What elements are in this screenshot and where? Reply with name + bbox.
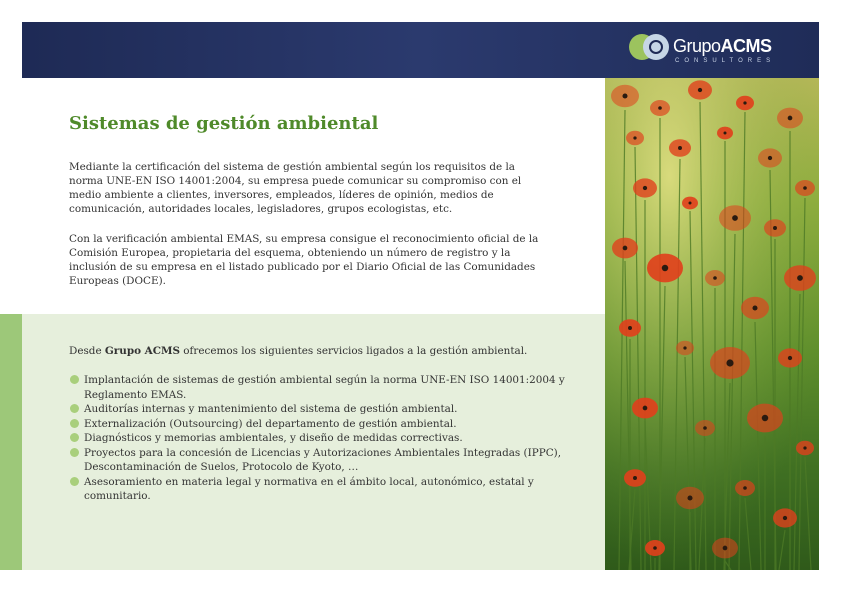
bullet-icon — [70, 448, 79, 457]
poppy-center-shape — [698, 88, 702, 92]
poppy-center-shape — [762, 415, 768, 421]
services-list — [69, 373, 569, 504]
list-item — [69, 373, 569, 402]
poppy-center-shape — [726, 359, 733, 366]
poppy-center-shape — [678, 146, 682, 150]
poppy-center-shape — [628, 326, 632, 330]
poppy-center-shape — [643, 186, 647, 190]
intro-paragraph-iso: Mediante la certificación del sistema de gestión ambiental según los requisitos de la norma UNE-EN ISO 14001:2004, su empresa puede comunicar su compromiso con el medio ambiente a clientes, inversores, empleados, líderes de opinión, medios de comunicación, autoridades locales, legisladores, grupos ecologistas, etc. — [69, 161, 522, 215]
list-item — [69, 417, 569, 432]
poppy-center-shape — [703, 426, 707, 430]
service-text: Diagnósticos y memorias ambientales, y diseño de medidas correctivas. — [84, 432, 463, 444]
service-text: Auditorías internas y mantenimiento del sistema de gestión ambiental. — [84, 403, 458, 415]
poppy-center-shape — [633, 476, 637, 480]
poppy-center-shape — [803, 186, 807, 190]
list-item — [69, 446, 569, 475]
poppy-center-shape — [643, 406, 648, 411]
poppy-center-shape — [743, 486, 747, 490]
poppy-center-shape — [752, 305, 757, 310]
page-title: Sistemas de gestión ambiental — [69, 113, 379, 134]
left-accent-strip — [0, 314, 22, 570]
services-intro-before: Desde — [69, 345, 105, 357]
grupo-acms-logo — [629, 32, 789, 68]
list-item — [69, 431, 569, 446]
service-text: Implantación de sistemas de gestión ambiental según la norma UNE-EN ISO 14001:2004 y Reglamento EMAS. — [84, 374, 565, 401]
poppy-center-shape — [723, 546, 728, 551]
bullet-icon — [70, 375, 79, 384]
services-intro — [69, 344, 549, 358]
poppy-field-image — [605, 78, 819, 570]
poppy-center-shape — [743, 101, 746, 104]
poppy-center-shape — [732, 215, 738, 221]
company-name: Grupo ACMS — [104, 345, 180, 357]
service-text: Externalización (Outsourcing) del departamento de gestión ambiental. — [84, 417, 457, 430]
poppy-field-photo — [605, 78, 819, 570]
poppy-center-shape — [797, 275, 803, 281]
poppy-center-shape — [622, 93, 627, 98]
poppy-center-shape — [724, 132, 727, 135]
list-item — [69, 475, 569, 504]
poppy-center-shape — [689, 202, 692, 205]
poppy-center-shape — [623, 246, 628, 251]
poppy-center-shape — [658, 106, 662, 110]
poppy-center-shape — [768, 156, 772, 160]
bullet-icon — [70, 433, 79, 442]
poppy-center-shape — [788, 356, 792, 360]
poppy-center-shape — [687, 495, 692, 500]
poppy-center-shape — [773, 226, 777, 230]
poppy-center-shape — [683, 346, 686, 349]
service-text: Asesoramiento en materia legal y normativa en el ámbito local, autonómico, estatal y comunitario. — [84, 475, 534, 502]
intro-paragraph-emas: Con la verificación ambiental EMAS, su empresa consigue el reconocimiento oficial de la Comisión Europea, propietaria del esquema, obteniendo un número de registro y la inclusión de su empresa en el listado publicado por el Diario Oficial de las Comunidades Europeas (DOCE). — [69, 233, 539, 287]
logo-name-regular: Grupo — [673, 36, 721, 56]
poppy-center-shape — [783, 516, 787, 520]
poppy-center-shape — [713, 276, 717, 280]
poppy-center-shape — [662, 265, 668, 271]
services-intro-after: ofrecemos los siguientes servicios ligados a la gestión ambiental. — [179, 345, 528, 357]
bullet-icon — [70, 404, 79, 413]
poppy-center-shape — [788, 116, 793, 121]
bullet-icon — [70, 477, 79, 486]
logo-ring-icon — [649, 40, 663, 54]
poppy-center-shape — [633, 136, 636, 139]
logo-name-bold: ACMS — [720, 36, 772, 56]
bullet-icon — [70, 419, 79, 428]
logo-wordmark — [673, 36, 772, 57]
logo-subtitle: CONSULTORES — [675, 58, 776, 64]
list-item — [69, 402, 569, 417]
poppy-center-shape — [803, 446, 806, 449]
header-bar — [22, 22, 819, 78]
poppy-center-shape — [653, 546, 657, 550]
service-text: Proyectos para la concesión de Licencias y Autorizaciones Ambientales Integradas (IPPC), Descontaminación de Suelos, Protocolo de Kyoto, … — [84, 446, 562, 473]
